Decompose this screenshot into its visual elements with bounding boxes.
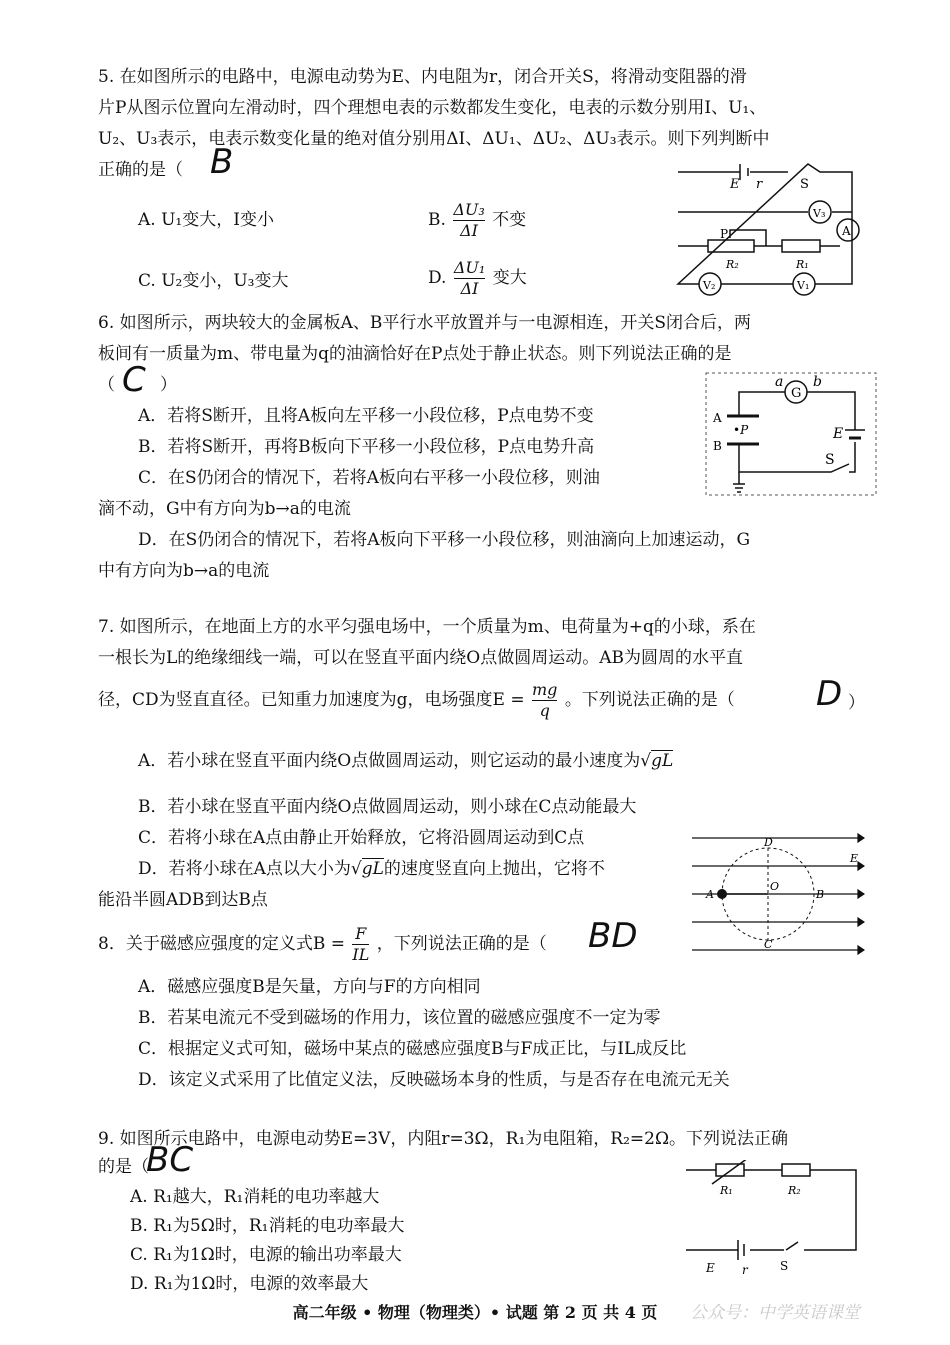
- q9-line1: 9. 如图所示电路中，电源电动势E=3V，内阻r=3Ω，R₁为电阻箱，R₂=2Ω。下列说法正确: [98, 1129, 789, 1149]
- q5-option-d: D. $\frac{\text{ΔU₁}}{\Delta I}$ 变大: [428, 258, 527, 298]
- q6-line2: 板间有一质量为m、带电量为q的油滴恰好在P点处于静止状态。则下列说法正确的是: [98, 344, 732, 364]
- q7-option-d2: 能沿半圆ADB到达B点: [98, 890, 268, 910]
- q7-fig-B: B: [816, 888, 825, 901]
- q5-line4: 正确的是（: [98, 160, 183, 180]
- q8-line1: 8．关于磁感应强度的定义式B = $\frac{F}{IL}$ ，下列说法正确的是（: [98, 924, 547, 964]
- q5-option-b: B. $\frac{\text{ΔU₃}}{\Delta I}$ 不变: [428, 200, 527, 240]
- q7-line3-close: ）: [848, 693, 865, 713]
- q7-fig-D: D: [764, 836, 773, 849]
- q6-capacitor-diagram: [705, 372, 877, 498]
- q9-option-b: B. R₁为5Ω时，R₁消耗的电功率最大: [130, 1216, 405, 1236]
- q5-line2: 片P从图示位置向左滑动时，四个理想电表的示数都发生变化，电表的示数分别用I、U₁、: [98, 98, 767, 118]
- q6-line3-open: （: [98, 375, 115, 395]
- q8-option-d: D．该定义式采用了比值定义法，反映磁场本身的性质，与是否存在电流元无关: [138, 1070, 730, 1090]
- q6-handwritten-answer: C: [122, 360, 146, 400]
- q7-option-a: A．若小球在竖直平面内绕O点做圆周运动，则它运动的最小速度为√gL: [138, 751, 674, 771]
- q7-fig-C: C: [764, 938, 773, 951]
- q7-line3: 径，CD为竖直直径。已知重力加速度为g，电场强度E = $\frac{mg}{q}$ 。下列说法正确的是（: [98, 680, 735, 720]
- q6-option-d1: D．在S仍闭合的情况下，若将A板向下平移一小段位移，则油滴向上加速运动，G: [138, 530, 751, 550]
- q5-line3: U₂、U₃表示，电表示数变化量的绝对值分别用ΔI、ΔU₁、ΔU₂、ΔU₃表示。则下列判断中: [98, 129, 770, 149]
- q6-option-c2: 滴不动，G中有方向为b→a的电流: [98, 499, 351, 519]
- q6-fig-S: S: [825, 452, 835, 468]
- q6-line1: 6. 如图所示，两块较大的金属板A、B平行水平放置并与一电源相连，开关S闭合后，两: [98, 313, 752, 333]
- q5-fig-R2: R₂: [726, 258, 739, 271]
- q6-fig-B: B: [713, 439, 722, 453]
- q7-option-b: B．若小球在竖直平面内绕O点做圆周运动，则小球在C点动能最大: [138, 797, 637, 817]
- q9-fig-R1: R₁: [720, 1184, 733, 1197]
- q7-line1: 7. 如图所示，在地面上方的水平匀强电场中，一个质量为m、电荷量为+q的小球，系在: [98, 617, 756, 637]
- q9-fig-R2: R₂: [788, 1184, 801, 1197]
- q8-option-a: A．磁感应强度B是矢量，方向与F的方向相同: [138, 977, 481, 997]
- q9-line2: 的是（: [98, 1157, 149, 1177]
- q5-fig-V1: V₁: [797, 279, 810, 292]
- q5-option-a: A. U₁变大，I变小: [138, 210, 274, 230]
- q5-handwritten-answer: B: [210, 142, 234, 182]
- q9-circuit-diagram: [680, 1160, 862, 1278]
- q9-handwritten-answer: BC: [146, 1140, 194, 1180]
- q7-option-c: C．若将小球在A点由静止开始释放，它将沿圆周运动到C点: [138, 828, 585, 848]
- watermark: 公众号：中学英语课堂: [690, 1303, 860, 1323]
- q5-fig-V2: V₂: [703, 279, 716, 292]
- q6-fig-A: A: [713, 411, 722, 425]
- q5-option-c: C. U₂变小，U₃变大: [138, 271, 289, 291]
- q5-fig-P: P: [720, 227, 729, 241]
- q7-fig-E: E: [850, 852, 859, 865]
- q5-line1: 5. 在如图所示的电路中，电源电动势为E、内电阻为r，闭合开关S，将滑动变阻器的滑: [98, 67, 747, 87]
- q6-option-a: A．若将S断开，且将A板向左平移一小段位移，P点电势不变: [138, 406, 594, 426]
- q5-circuit-diagram: [670, 160, 870, 300]
- q9-option-c: C. R₁为1Ω时，电源的输出功率最大: [130, 1245, 402, 1265]
- q7-handwritten-answer: D: [816, 674, 843, 714]
- q5-fig-r: r: [756, 177, 763, 192]
- q5-fig-S: S: [800, 177, 809, 192]
- q6-fig-E: E: [833, 426, 844, 442]
- q7-field-diagram: [690, 832, 865, 956]
- q6-line3-close: ）: [160, 375, 177, 395]
- q9-option-a: A. R₁越大，R₁消耗的电功率越大: [130, 1187, 380, 1207]
- q9-option-d: D. R₁为1Ω时，电源的效率最大: [130, 1274, 369, 1294]
- q8-option-b: B．若某电流元不受到磁场的作用力，该位置的磁感应强度不一定为零: [138, 1008, 661, 1028]
- q9-fig-r: r: [742, 1263, 748, 1277]
- q5-fig-A: A: [842, 224, 851, 238]
- q8-option-c: C．根据定义式可知，磁场中某点的磁感应强度B与F成正比，与IL成反比: [138, 1039, 687, 1059]
- q6-option-d2: 中有方向为b→a的电流: [98, 561, 270, 581]
- q5-fig-V3: V₃: [813, 207, 826, 220]
- q9-fig-S: S: [780, 1259, 789, 1273]
- q8-handwritten-answer: BD: [588, 916, 638, 956]
- q7-line2: 一根长为L的绝缘细线一端，可以在竖直平面内绕O点做圆周运动。AB为圆周的水平直: [98, 648, 743, 668]
- q6-option-b: B．若将S断开，再将B板向下平移一小段位移，P点电势升高: [138, 437, 595, 457]
- q5-fig-R1: R₁: [796, 258, 809, 271]
- q6-fig-P: •P: [733, 423, 749, 437]
- q6-option-c1: C．在S仍闭合的情况下，若将A板向右平移一小段位移，则油: [138, 468, 600, 488]
- q7-fig-A: A: [706, 888, 714, 901]
- q5-fig-E: E: [730, 177, 740, 192]
- q6-fig-b: b: [813, 374, 822, 390]
- q6-fig-G: G: [791, 386, 802, 401]
- q7-fig-O: O: [770, 880, 780, 893]
- q9-fig-E: E: [706, 1261, 715, 1275]
- q6-fig-a: a: [775, 374, 784, 390]
- page-footer: 高二年级 • 物理（物理类）• 试题 第 2 页 共 4 页: [292, 1303, 658, 1322]
- q7-option-d: D．若将小球在A点以大小为√gL的速度竖直向上抛出，它将不: [138, 859, 605, 879]
